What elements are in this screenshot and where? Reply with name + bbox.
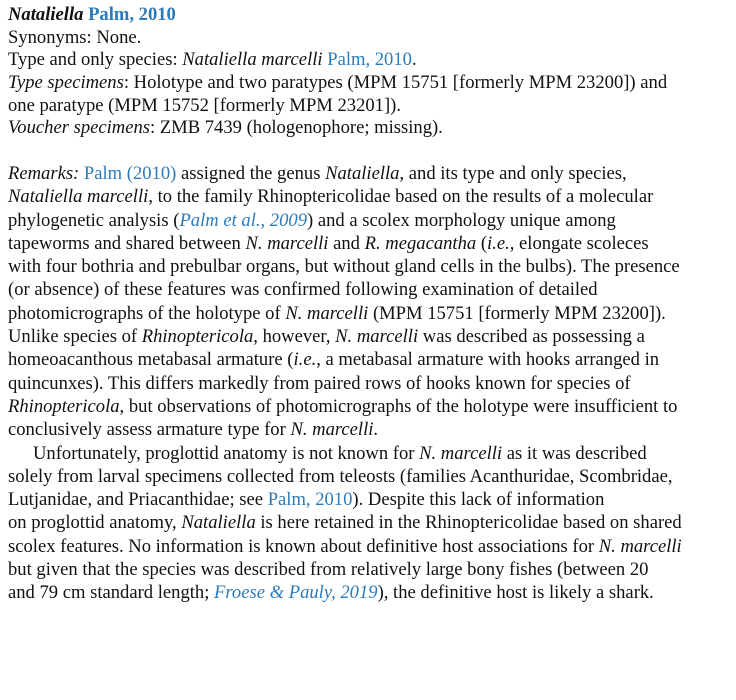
remarks-section [8, 162, 682, 605]
text: : ZMB 7439 (hologenophore; missing). [150, 117, 443, 139]
italic-text: N. marcelli [335, 326, 419, 348]
text: scolex features. No information is known about definitive host associations for [8, 535, 599, 557]
text: ) and a scolex morphology unique among [307, 209, 616, 231]
text: but given that the species was described from relatively large bony fishes (between 20 [8, 559, 649, 581]
text: and 79 cm standard length; [8, 582, 215, 604]
text: , elongate scoleces [509, 232, 649, 254]
text: homeoacanthous metabasal armature ( [8, 349, 294, 371]
text: . [411, 49, 417, 71]
citation-link[interactable]: Palm et al., 2009 [179, 209, 307, 231]
italic-text: Rhinoptericola [8, 395, 120, 417]
text: (MPM 15751 [formerly MPM 23200]). [368, 302, 666, 324]
text: ). Despite this lack of information [352, 489, 605, 511]
text: ), the definitive host is likely a shark. [377, 582, 654, 604]
text-line [8, 278, 682, 301]
text: solely from larval specimens collected from teleosts (families Acanthuridae, Scombridae, [8, 465, 673, 487]
italic-text: Nataliella [181, 512, 256, 534]
text: , to the family Rhinoptericolidae based on the results of a molecular [148, 186, 654, 208]
text-line [8, 442, 682, 465]
text: as it was described [502, 442, 647, 464]
text: . [373, 419, 379, 441]
text-line [8, 581, 682, 604]
text-line [8, 465, 682, 488]
text-line [8, 395, 682, 418]
italic-text: i.e. [293, 349, 317, 371]
italic-text: N. marcelli [419, 442, 503, 464]
text-line [8, 418, 682, 441]
text-line [8, 49, 667, 72]
text: , and its type and only species, [399, 163, 627, 184]
text-line [8, 72, 667, 95]
text-line [8, 117, 667, 140]
text: Unfortunately, proglottid anatomy is not known for [33, 442, 420, 464]
text-line [8, 348, 682, 371]
text-line [8, 4, 667, 27]
text: quincunxes). This differs markedly from paired rows of hooks known for species of [8, 372, 631, 394]
text: , but observations of photomicrographs of the holotype were insufficient to [119, 395, 678, 417]
text-line [8, 488, 682, 511]
italic-text: N. marcelli [245, 232, 329, 254]
italic-text: Nataliella [325, 163, 400, 184]
text: (or absence) of these features was confirmed following examination of detailed [8, 279, 598, 301]
italic-text: Remarks: [8, 163, 84, 184]
text: one paratype (MPM 15752 [formerly MPM 23201]). [8, 94, 401, 116]
italic-text: Voucher specimens [8, 117, 150, 139]
italic-text: N. marcelli [598, 535, 682, 557]
text-line [8, 535, 682, 558]
citation-link[interactable]: Froese & Pauly, 2019 [214, 582, 378, 604]
text: was described as possessing a [418, 326, 645, 348]
text-line [8, 95, 667, 118]
text: : Holotype and two paratypes (MPM 15751 [formerly MPM 23200]) and [123, 72, 668, 94]
text: , however, [253, 326, 336, 348]
text-line [8, 372, 682, 395]
text: Type and only species: [8, 49, 183, 71]
italic-text: N. marcelli [285, 302, 369, 324]
italic-text: Rhinoptericola [141, 326, 254, 348]
text: assigned the genus [176, 163, 326, 184]
text: , a metabasal armature with hooks arranged in [316, 349, 660, 371]
text-line [8, 185, 682, 208]
text: on proglottid anatomy, [8, 512, 182, 534]
italic-text: Nataliella marcelli [182, 49, 323, 71]
text-line [8, 255, 682, 278]
italic-text: Nataliella [8, 4, 84, 25]
text: Lutjanidae, and Priacanthidae; see [8, 489, 268, 511]
citation-link[interactable]: Palm, 2010 [88, 4, 176, 25]
text-line [8, 27, 667, 50]
text: is here retained in the Rhinoptericolidae based on shared [255, 512, 682, 534]
text-line [8, 209, 682, 232]
text: and [328, 232, 365, 254]
text: ( [476, 232, 488, 254]
taxon-header [8, 4, 667, 140]
text: with four bothria and prebulbar organs, but without gland cells in the bulbs). The presence [8, 256, 680, 278]
text-line [8, 302, 682, 325]
text-line [8, 325, 682, 348]
citation-link[interactable]: Palm, 2010 [267, 489, 353, 511]
italic-text: Type specimens [8, 72, 124, 94]
italic-text: N. marcelli [290, 419, 374, 441]
text: tapeworms and shared between [8, 232, 246, 254]
italic-text: R. megacantha [364, 232, 477, 254]
text: Synonyms: None. [8, 26, 142, 48]
italic-text: Nataliella marcelli [8, 186, 149, 208]
text-line [8, 558, 682, 581]
citation-link[interactable]: Palm (2010) [83, 163, 177, 184]
text: phylogenetic analysis ( [8, 209, 180, 231]
text-line [8, 511, 682, 534]
text-line [8, 232, 682, 255]
text: Unlike species of [8, 326, 142, 348]
text: photomicrographs of the holotype of [8, 302, 286, 324]
citation-link[interactable]: Palm, 2010 [327, 49, 412, 71]
italic-text: i.e. [487, 232, 510, 254]
text-line [8, 162, 682, 185]
text: conclusively assess armature type for [8, 419, 291, 441]
